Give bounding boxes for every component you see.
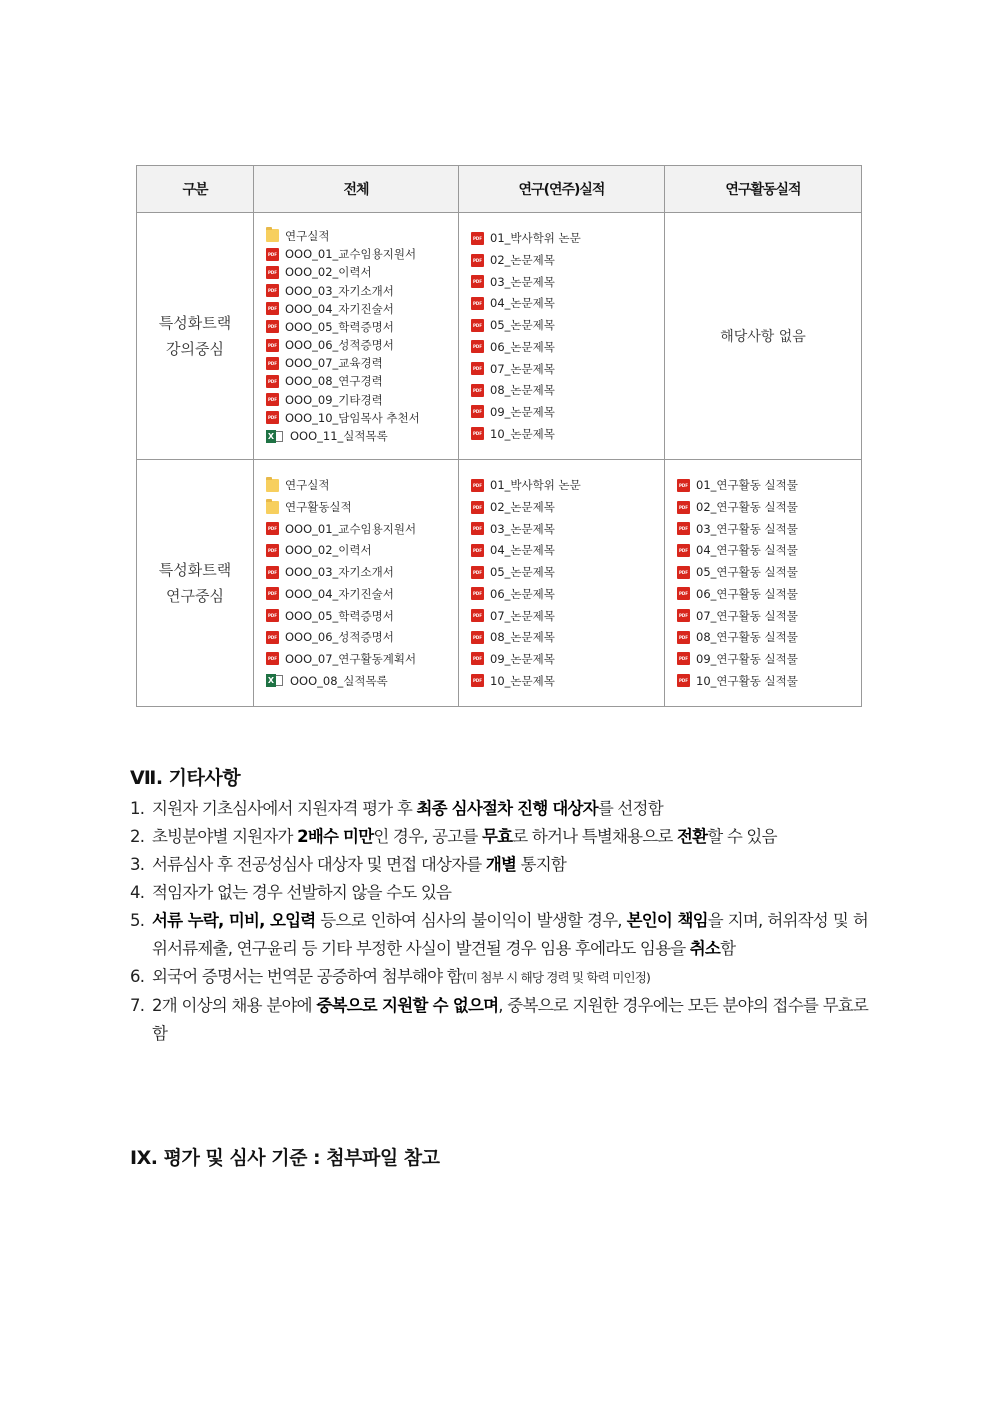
file-name: OOO_11_실적목록 — [290, 429, 388, 444]
pdf-icon — [471, 674, 484, 687]
file-name: 06_논문제목 — [490, 586, 555, 601]
file-item[interactable] — [266, 281, 458, 299]
pdf-icon — [471, 254, 484, 267]
file-name: 연구실적 — [285, 228, 330, 243]
file-item[interactable] — [266, 409, 458, 427]
file-name: 07_논문제목 — [490, 361, 555, 376]
file-name: 02_논문제목 — [490, 253, 555, 268]
file-item[interactable] — [266, 540, 458, 562]
file-item[interactable] — [677, 670, 861, 692]
file-item[interactable] — [471, 605, 664, 627]
all-files-cell — [254, 213, 459, 460]
folder-icon — [266, 501, 279, 514]
pdf-icon — [471, 384, 484, 397]
text-run: 함 — [720, 939, 736, 958]
notes-list — [130, 795, 868, 1048]
pdf-icon — [471, 275, 484, 288]
file-item[interactable] — [266, 670, 458, 692]
file-item[interactable] — [677, 626, 861, 648]
file-item[interactable] — [471, 540, 664, 562]
file-name: OOO_01_교수임용지원서 — [285, 247, 417, 262]
file-name: OOO_02_이력서 — [285, 543, 372, 558]
file-name: OOO_08_실적목록 — [290, 673, 388, 688]
pdf-icon — [471, 501, 484, 514]
pdf-icon — [266, 320, 279, 333]
text-run: 2개 이상의 채용 분야에 — [152, 996, 317, 1015]
emphasis-text: 2배수 미만 — [297, 827, 374, 846]
file-name: 연구실적 — [285, 478, 330, 493]
file-item[interactable] — [677, 518, 861, 540]
table-header-row — [137, 166, 862, 213]
file-item[interactable] — [677, 561, 861, 583]
pdf-icon — [471, 427, 484, 440]
file-item[interactable] — [471, 358, 664, 380]
file-name: 09_연구활동 실적물 — [696, 651, 798, 666]
pdf-icon — [266, 566, 279, 579]
file-name: 08_논문제목 — [490, 630, 555, 645]
table-row — [137, 460, 862, 707]
file-item[interactable] — [677, 605, 861, 627]
pdf-icon — [471, 319, 484, 332]
file-item[interactable] — [677, 648, 861, 670]
pdf-icon — [266, 248, 279, 261]
file-name: OOO_06_성적증명서 — [285, 630, 394, 645]
pdf-icon — [266, 302, 279, 315]
text-run: 등으로 인하여 심사의 불이익이 발생할 경우, — [315, 911, 627, 930]
file-name: 04_논문제목 — [490, 543, 555, 558]
file-item[interactable] — [266, 648, 458, 670]
text-run: 로 하거나 특별채용으로 — [512, 827, 677, 846]
emphasis-text: 중복으로 지원할 수 없으며 — [316, 996, 499, 1015]
file-item[interactable] — [677, 540, 861, 562]
file-name: 06_연구활동 실적물 — [696, 586, 798, 601]
file-item[interactable] — [471, 336, 664, 358]
file-item[interactable] — [266, 518, 458, 540]
text-run: 적임자가 없는 경우 선발하지 않을 수도 있음 — [152, 883, 452, 902]
pdf-icon — [677, 566, 690, 579]
file-list — [665, 475, 861, 692]
file-item[interactable] — [266, 227, 458, 245]
pdf-icon — [266, 411, 279, 424]
file-item[interactable] — [471, 423, 664, 445]
category-line: 특성화트랙 — [158, 561, 232, 579]
file-item[interactable] — [266, 318, 458, 336]
file-name: 03_논문제목 — [490, 274, 555, 289]
section-9-heading: Ⅸ. 평가 및 심사 기준 : 첨부파일 참고 — [130, 1147, 440, 1169]
emphasis-text: 무효 — [481, 827, 513, 846]
file-item[interactable] — [677, 496, 861, 518]
file-item[interactable] — [471, 475, 664, 497]
file-item[interactable] — [471, 401, 664, 423]
header-research: 연구(연주)실적 — [459, 166, 665, 213]
header-all: 전체 — [254, 166, 459, 213]
pdf-icon — [471, 362, 484, 375]
pdf-icon — [266, 284, 279, 297]
emphasis-text: 취소 — [689, 939, 721, 958]
text-run: 를 선정함 — [597, 799, 663, 818]
item-text — [152, 879, 868, 907]
file-name: 07_연구활동 실적물 — [696, 608, 798, 623]
item-text — [152, 907, 868, 963]
item-number: 5. — [130, 911, 145, 930]
file-item[interactable] — [471, 293, 664, 315]
all-files-cell — [254, 460, 459, 707]
text-run: 지원자 기초심사에서 지원자격 평가 후 — [152, 799, 417, 818]
file-item[interactable] — [266, 626, 458, 648]
file-name: 06_논문제목 — [490, 339, 555, 354]
list-item — [130, 851, 868, 879]
file-item[interactable] — [266, 263, 458, 281]
header-category: 구분 — [137, 166, 254, 213]
file-item[interactable] — [471, 496, 664, 518]
pdf-icon — [471, 340, 484, 353]
submission-file-table — [136, 165, 862, 707]
pdf-icon — [471, 405, 484, 418]
file-name: 02_논문제목 — [490, 500, 555, 515]
file-item[interactable] — [471, 249, 664, 271]
file-name: 02_연구활동 실적물 — [696, 500, 798, 515]
pdf-icon — [471, 587, 484, 600]
category-line: 연구중심 — [166, 587, 224, 605]
file-item[interactable] — [471, 648, 664, 670]
pdf-icon — [266, 266, 279, 279]
file-name: OOO_02_이력서 — [285, 265, 372, 280]
list-item — [130, 992, 868, 1048]
file-name: OOO_06_성적증명서 — [285, 338, 394, 353]
file-item[interactable] — [471, 271, 664, 293]
file-name: 연구활동실적 — [285, 500, 352, 515]
list-item — [130, 879, 868, 907]
activity-none-cell: 해당사항 없음 — [665, 213, 862, 460]
pdf-icon — [677, 674, 690, 687]
file-item[interactable] — [266, 605, 458, 627]
item-number: 7. — [130, 996, 145, 1015]
pdf-icon — [266, 609, 279, 622]
file-name: OOO_08_연구경력 — [285, 374, 383, 389]
file-name: OOO_04_자기진술서 — [285, 586, 394, 601]
pdf-icon — [471, 522, 484, 535]
file-item[interactable] — [266, 245, 458, 263]
file-name: 10_논문제목 — [490, 426, 555, 441]
file-item[interactable] — [266, 496, 458, 518]
item-number: 4. — [130, 883, 145, 902]
file-item[interactable] — [677, 583, 861, 605]
pdf-icon — [677, 652, 690, 665]
pdf-icon — [677, 479, 690, 492]
file-name: 05_논문제목 — [490, 565, 555, 580]
pdf-icon — [677, 587, 690, 600]
file-name: OOO_05_학력증명서 — [285, 608, 394, 623]
file-name: 08_연구활동 실적물 — [696, 630, 798, 645]
pdf-icon — [471, 566, 484, 579]
pdf-icon — [471, 232, 484, 245]
pdf-icon — [471, 544, 484, 557]
emphasis-text: 개별 — [485, 855, 517, 874]
pdf-icon — [266, 652, 279, 665]
item-number: 2. — [130, 827, 145, 846]
text-run: 통지함 — [516, 855, 567, 874]
file-name: 09_논문제목 — [490, 651, 555, 666]
pdf-icon — [266, 522, 279, 535]
file-item[interactable] — [266, 336, 458, 354]
pdf-icon — [266, 587, 279, 600]
file-item[interactable] — [266, 583, 458, 605]
text-run: 할 수 있음 — [707, 827, 777, 846]
file-item[interactable] — [471, 314, 664, 336]
file-item[interactable] — [266, 372, 458, 390]
category-line: 특성화트랙 — [158, 314, 232, 332]
item-text — [152, 992, 868, 1048]
file-item[interactable] — [471, 228, 664, 250]
pdf-icon — [266, 631, 279, 644]
pdf-icon — [677, 631, 690, 644]
file-name: OOO_07_연구활동계획서 — [285, 651, 417, 666]
activity-files-cell — [665, 460, 862, 707]
file-item[interactable] — [471, 518, 664, 540]
pdf-icon — [471, 652, 484, 665]
file-name: 10_논문제목 — [490, 673, 555, 688]
folder-icon — [266, 479, 279, 492]
pdf-icon — [266, 339, 279, 352]
file-item[interactable] — [471, 670, 664, 692]
file-item[interactable] — [471, 583, 664, 605]
file-name: 01_연구활동 실적물 — [696, 478, 798, 493]
pdf-icon — [471, 479, 484, 492]
file-list — [459, 475, 664, 692]
table-row — [137, 213, 862, 460]
pdf-icon — [677, 522, 690, 535]
file-item[interactable] — [266, 354, 458, 372]
excel-icon: X — [266, 674, 284, 687]
file-name: 09_논문제목 — [490, 404, 555, 419]
header-activity: 연구활동실적 — [665, 166, 862, 213]
pdf-icon — [677, 544, 690, 557]
section-7-heading: Ⅶ. 기타사항 — [130, 767, 241, 789]
file-name: 01_박사학위 논문 — [490, 231, 581, 246]
row-category-cell — [137, 213, 254, 460]
emphasis-text: 전환 — [676, 827, 708, 846]
item-number: 3. — [130, 855, 145, 874]
list-item — [130, 823, 868, 851]
file-name: OOO_03_자기소개서 — [285, 565, 394, 580]
file-name: OOO_05_학력증명서 — [285, 319, 394, 334]
pdf-icon — [471, 297, 484, 310]
research-files-cell — [459, 460, 665, 707]
item-number: 6. — [130, 967, 145, 986]
file-name: 03_논문제목 — [490, 521, 555, 536]
file-name: 04_연구활동 실적물 — [696, 543, 798, 558]
text-run: 인 경우, 공고를 — [373, 827, 482, 846]
text-run: 초빙분야별 지원자가 — [152, 827, 298, 846]
pdf-icon — [266, 544, 279, 557]
file-name: 05_연구활동 실적물 — [696, 565, 798, 580]
item-text — [152, 963, 868, 992]
file-name: 01_박사학위 논문 — [490, 478, 581, 493]
file-name: OOO_04_자기진술서 — [285, 301, 394, 316]
row-category-cell — [137, 460, 254, 707]
list-item — [130, 963, 868, 992]
emphasis-text: 최종 심사절차 진행 대상자 — [416, 799, 598, 818]
file-item[interactable] — [266, 475, 458, 497]
item-text — [152, 851, 868, 879]
pdf-icon — [471, 631, 484, 644]
file-name: 05_논문제목 — [490, 318, 555, 333]
excel-icon: X — [266, 430, 284, 443]
category-line: 강의중심 — [166, 340, 224, 358]
item-number: 1. — [130, 799, 145, 818]
pdf-icon — [471, 609, 484, 622]
file-list — [459, 228, 664, 445]
list-item — [130, 907, 868, 963]
text-run: 외국어 증명서는 번역문 공증하여 첨부해야 함 — [152, 967, 462, 986]
file-item[interactable] — [471, 379, 664, 401]
text-run: 을 지며, 허위작성 및 허위서류제출, 연구윤리 등 기타 부정한 사실이 발견될 경우 임용 후에라도 임용을 — [152, 911, 869, 958]
text-run: 서류심사 후 전공성심사 대상자 및 면접 대상자를 — [152, 855, 486, 874]
file-item[interactable] — [266, 427, 458, 445]
text-run: , 중복으로 지원한 경우에는 모든 분야의 접수를 무효로 함 — [152, 996, 869, 1043]
file-item[interactable] — [266, 561, 458, 583]
file-item[interactable] — [677, 475, 861, 497]
item-text — [152, 823, 868, 851]
file-item[interactable] — [266, 300, 458, 318]
emphasis-text: 서류 누락, 미비, 오입력 — [152, 911, 316, 930]
folder-icon — [266, 229, 279, 242]
file-list — [254, 227, 458, 445]
pdf-icon — [266, 393, 279, 406]
file-name: OOO_10_담임목사 추천서 — [285, 410, 420, 425]
pdf-icon — [677, 609, 690, 622]
file-name: OOO_01_교수임용지원서 — [285, 521, 417, 536]
note-text: (미 첨부 시 해당 경력 및 학력 미인정) — [461, 970, 651, 985]
pdf-icon — [266, 375, 279, 388]
file-name: OOO_03_자기소개서 — [285, 283, 394, 298]
file-name: 10_연구활동 실적물 — [696, 673, 798, 688]
file-name: OOO_07_교육경력 — [285, 356, 383, 371]
item-text — [152, 795, 868, 823]
pdf-icon — [266, 357, 279, 370]
file-name: 03_연구활동 실적물 — [696, 521, 798, 536]
file-list — [254, 475, 458, 692]
research-files-cell — [459, 213, 665, 460]
emphasis-text: 본인이 책임 — [626, 911, 708, 930]
file-item[interactable] — [471, 561, 664, 583]
file-name: OOO_09_기타경력 — [285, 392, 383, 407]
list-item — [130, 795, 868, 823]
pdf-icon — [677, 501, 690, 514]
file-name: 07_논문제목 — [490, 608, 555, 623]
file-name: 08_논문제목 — [490, 383, 555, 398]
file-item[interactable] — [471, 626, 664, 648]
file-name: 04_논문제목 — [490, 296, 555, 311]
file-item[interactable] — [266, 391, 458, 409]
